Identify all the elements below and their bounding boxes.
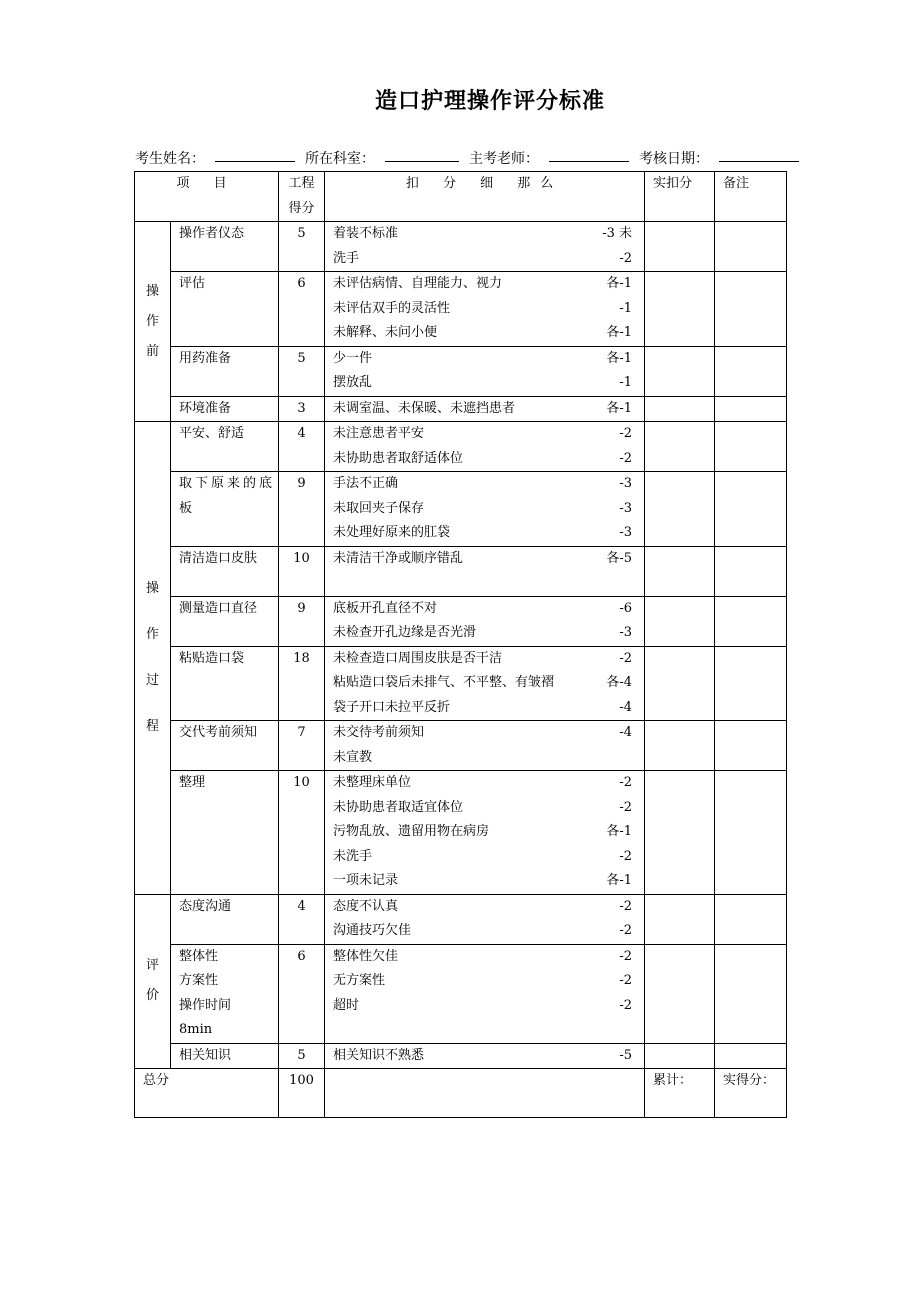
actual-deduction-cell[interactable]	[645, 272, 715, 347]
table-row	[135, 596, 787, 646]
deduction-line	[333, 895, 644, 920]
deduction-text: 一项未记录	[333, 873, 399, 888]
item-name: 8min	[179, 1022, 213, 1037]
item-score-cell	[279, 771, 325, 895]
deduction-line	[333, 547, 644, 572]
item-score: 18	[293, 650, 310, 666]
deduction-line	[333, 621, 644, 646]
header-row	[135, 172, 787, 222]
deduction-text: 着装不标准	[333, 226, 399, 241]
item-name: 板	[179, 500, 196, 516]
table-row	[135, 396, 787, 422]
deduction-line	[333, 1044, 644, 1069]
item-name-cell	[171, 771, 279, 895]
deduction-cell	[325, 396, 645, 422]
deduction-text: 污物乱放、遗留用物在病房	[333, 824, 490, 839]
deduction-line	[333, 321, 644, 346]
deduction-line	[333, 945, 644, 970]
deduction-text: 无方案性	[333, 973, 386, 988]
deduction-text: 未解释、未问小便	[333, 325, 438, 340]
deduction-points: -6	[619, 600, 633, 616]
scoring-table	[134, 171, 787, 1118]
item-name-cell	[171, 346, 279, 396]
deduction-text: 未检查造口周围皮肤是否干洁	[333, 650, 503, 666]
remark-cell[interactable]	[715, 721, 787, 771]
deduction-cell	[325, 1043, 645, 1069]
total-label-cell	[135, 1069, 279, 1118]
actual-deduction-cell[interactable]	[645, 646, 715, 721]
deduction-line	[333, 247, 644, 272]
item-name: 交代考前须知	[179, 725, 258, 740]
final-score-label: 实得分：	[723, 1073, 776, 1088]
deduction-line	[333, 796, 644, 821]
actual-deduction-cell[interactable]	[645, 396, 715, 422]
item-name-cell	[171, 596, 279, 646]
remark-cell[interactable]	[715, 346, 787, 396]
actual-deduction-cell[interactable]	[645, 944, 715, 1043]
item-name-cell	[171, 1043, 279, 1069]
item-name: 评估	[179, 276, 206, 291]
deduction-text: 相关知识不熟悉	[333, 1047, 425, 1063]
examinee-label: 考生姓名：	[135, 151, 205, 167]
item-score: 5	[297, 350, 306, 366]
actual-deduction-cell[interactable]	[645, 1043, 715, 1069]
item-name-cell	[171, 222, 279, 272]
deduction-text: 未清洁干净或顺序错乱	[333, 550, 464, 566]
cumulative-label: 累计：	[653, 1073, 693, 1088]
final-score-cell[interactable]	[715, 1069, 787, 1118]
item-score: 4	[297, 426, 306, 441]
deduction-points: -2	[619, 775, 633, 790]
deduction-line	[333, 994, 644, 1019]
deduction-line	[333, 845, 644, 870]
deduction-points: 各-1	[606, 824, 633, 839]
actual-deduction-cell[interactable]	[645, 546, 715, 596]
remark-cell[interactable]	[715, 894, 787, 944]
deduction-points: 各-1	[606, 350, 633, 366]
deduction-line	[333, 222, 644, 247]
item-name-cell	[171, 396, 279, 422]
deduction-line	[333, 472, 644, 497]
deduction-text: 超时	[333, 997, 360, 1013]
deduction-line	[333, 919, 644, 944]
actual-deduction-cell[interactable]	[645, 346, 715, 396]
item-name: 粘贴造口袋	[179, 650, 245, 666]
deduction-points: -2	[619, 898, 633, 914]
total-score: 100	[289, 1073, 314, 1088]
item-name-cell	[171, 272, 279, 347]
deduction-text: 未检查开孔边缘是否光滑	[333, 625, 477, 640]
item-score-cell	[279, 894, 325, 944]
total-row	[135, 1069, 787, 1118]
cumulative-cell[interactable]	[645, 1069, 715, 1118]
deduction-text: 袋子开口未拉平反折	[333, 699, 451, 715]
deduction-cell	[325, 721, 645, 771]
table-row	[135, 944, 787, 1043]
deduction-text: 未交待考前须知	[333, 725, 425, 740]
item-score-cell	[279, 396, 325, 422]
department-blank[interactable]	[385, 148, 459, 162]
header-remark: 备注	[715, 172, 787, 222]
table-row	[135, 1043, 787, 1069]
deduction-line	[333, 497, 644, 522]
deduction-points: -5	[619, 1047, 633, 1063]
item-score: 5	[297, 1047, 306, 1063]
deduction-line	[333, 696, 644, 721]
deduction-text: 态度不认真	[333, 898, 399, 914]
category-char: 作	[145, 313, 159, 329]
remark-cell[interactable]	[715, 646, 787, 721]
item-name: 操作时间	[179, 997, 232, 1013]
item-name: 相关知识	[179, 1047, 232, 1063]
table-row	[135, 771, 787, 895]
item-name-cell	[171, 894, 279, 944]
deduction-cell	[325, 222, 645, 272]
deduction-points: 各-4	[606, 675, 633, 690]
deduction-line	[333, 521, 644, 546]
deduction-points: -2	[619, 250, 633, 266]
deduction-text: 未取回夹子保存	[333, 500, 425, 516]
deduction-line	[333, 597, 644, 622]
item-score: 4	[297, 898, 306, 914]
item-score: 5	[297, 226, 306, 241]
deduction-points: -3	[619, 525, 633, 540]
item-name: 平安、舒适	[179, 426, 245, 441]
deduction-text: 未宣教	[333, 749, 373, 765]
item-name-cell	[171, 721, 279, 771]
deduction-points: -2	[619, 997, 633, 1013]
item-score-cell	[279, 422, 325, 472]
deduction-text: 摆放乱	[333, 375, 373, 390]
deduction-text: 少一件	[333, 350, 373, 366]
deduction-text: 沟通技巧欠佳	[333, 923, 412, 938]
deduction-points: -3	[619, 476, 633, 491]
item-name-cell	[171, 546, 279, 596]
item-score: 10	[293, 550, 310, 566]
category-cell	[135, 222, 171, 422]
item-name: 清洁造口皮肤	[179, 550, 258, 566]
deduction-text: 未协助患者取适宜体位	[333, 799, 464, 815]
item-name: 整体性	[179, 948, 219, 964]
deduction-text: 未整理床单位	[333, 775, 412, 790]
deduction-line	[333, 721, 644, 746]
deduction-points: 各-1	[606, 400, 633, 416]
item-score: 9	[297, 600, 306, 616]
item-score: 10	[293, 775, 310, 790]
category-cell	[135, 894, 171, 1069]
total-label: 总分	[143, 1073, 170, 1088]
deduction-points: -2	[619, 948, 633, 964]
actual-deduction-cell[interactable]	[645, 894, 715, 944]
item-score-cell	[279, 346, 325, 396]
deduction-text: 未评估双手的灵活性	[333, 300, 451, 316]
deduction-points: -2	[619, 923, 633, 938]
category-char: 价	[145, 988, 159, 1004]
item-score-cell	[279, 1043, 325, 1069]
deduction-cell	[325, 596, 645, 646]
deduction-text: 未注意患者平安	[333, 426, 425, 441]
remark-cell[interactable]	[715, 222, 787, 272]
item-score-cell	[279, 721, 325, 771]
table-row	[135, 546, 787, 596]
table-row	[135, 721, 787, 771]
deduction-cell	[325, 546, 645, 596]
deduction-line	[333, 422, 644, 447]
deduction-points: -1	[619, 300, 633, 316]
deduction-cell	[325, 646, 645, 721]
item-name-cell	[171, 944, 279, 1043]
deduction-cell	[325, 272, 645, 347]
category-char: 过	[145, 672, 159, 688]
item-score-cell	[279, 272, 325, 347]
header-actual: 实扣分	[645, 172, 715, 222]
deduction-text: 未处理好原来的肛袋	[333, 525, 451, 540]
deduction-points: -3 未	[602, 226, 633, 241]
item-name-cell	[171, 472, 279, 547]
deduction-points: -1	[619, 375, 633, 390]
deduction-text: 未调室温、未保暖、未遮挡患者	[333, 400, 516, 416]
table-row	[135, 894, 787, 944]
deduction-line	[333, 746, 644, 771]
header-score: 工程 得分	[279, 172, 325, 222]
header-item: 项 目	[135, 172, 279, 222]
deduction-points: -2	[619, 450, 633, 466]
date-label: 考核日期：	[639, 151, 709, 167]
item-score-cell	[279, 646, 325, 721]
item-name: 用药准备	[179, 350, 232, 366]
item-score-cell	[279, 546, 325, 596]
actual-deduction-cell[interactable]	[645, 721, 715, 771]
date-blank[interactable]	[719, 148, 799, 162]
deduction-line	[333, 571, 644, 596]
header-deduction: 扣 分 细 那么	[325, 172, 645, 222]
table-row	[135, 222, 787, 272]
remark-cell[interactable]	[715, 422, 787, 472]
item-name: 整理	[179, 775, 206, 790]
deduction-points: 各-1	[606, 873, 633, 888]
deduction-points: -2	[619, 799, 633, 815]
deduction-points: -4	[619, 725, 633, 740]
deduction-points: -3	[619, 500, 633, 516]
actual-deduction-cell[interactable]	[645, 771, 715, 895]
deduction-line	[333, 397, 644, 422]
deduction-line	[333, 869, 644, 894]
deduction-points: -2	[619, 848, 633, 864]
remark-cell[interactable]	[715, 771, 787, 895]
deduction-line	[333, 771, 644, 796]
deduction-text: 底板开孔直径不对	[333, 600, 438, 616]
category-char: 操	[145, 580, 159, 596]
category-char: 前	[145, 343, 159, 359]
deduction-points: -3	[619, 625, 633, 640]
remark-cell[interactable]	[715, 272, 787, 347]
actual-deduction-cell[interactable]	[645, 222, 715, 272]
deduction-text: 粘贴造口袋后未排气、不平整、有皱褶	[333, 675, 555, 690]
item-score: 7	[297, 725, 306, 740]
deduction-points: 各-1	[606, 325, 633, 340]
total-blank-cell[interactable]	[325, 1069, 645, 1118]
item-name: 操作者仪态	[179, 226, 245, 241]
deduction-line	[333, 347, 644, 372]
deduction-cell	[325, 944, 645, 1043]
item-score: 6	[297, 276, 306, 291]
item-score-cell	[279, 596, 325, 646]
category-cell	[135, 422, 171, 895]
remark-cell[interactable]	[715, 546, 787, 596]
deduction-points: -2	[619, 426, 633, 441]
remark-cell[interactable]	[715, 472, 787, 547]
item-name: 方案性	[179, 973, 219, 988]
item-name: 测量造口直径	[179, 600, 258, 616]
item-score: 6	[297, 948, 306, 964]
actual-deduction-cell[interactable]	[645, 422, 715, 472]
examinee-blank[interactable]	[215, 148, 295, 162]
category-char: 作	[145, 626, 159, 642]
item-name: 环境准备	[179, 400, 232, 416]
deduction-text: 未协助患者取舒适体位	[333, 450, 464, 466]
actual-deduction-cell[interactable]	[645, 596, 715, 646]
deduction-cell	[325, 422, 645, 472]
table-row	[135, 646, 787, 721]
deduction-line	[333, 447, 644, 472]
deduction-line	[333, 671, 644, 696]
deduction-line	[333, 297, 644, 322]
deduction-line	[333, 647, 644, 672]
category-char: 操	[145, 283, 159, 299]
table-row	[135, 272, 787, 347]
remark-cell[interactable]	[715, 1043, 787, 1069]
item-score-cell	[279, 944, 325, 1043]
deduction-points: -2	[619, 973, 633, 988]
category-char: 程	[145, 718, 159, 734]
deduction-cell	[325, 894, 645, 944]
deduction-text: 整体性欠佳	[333, 948, 399, 964]
deduction-line	[333, 969, 644, 994]
deduction-points: -2	[619, 650, 633, 666]
deduction-text: 未评估病情、自理能力、视力	[333, 276, 503, 291]
examiner-label: 主考老师：	[469, 151, 539, 167]
remark-cell[interactable]	[715, 944, 787, 1043]
deduction-points: 各-1	[606, 276, 633, 291]
category-char: 评	[145, 958, 159, 974]
deduction-line	[333, 272, 644, 297]
item-name: 取下原来的底	[179, 476, 276, 491]
item-name-cell	[171, 422, 279, 472]
deduction-line	[333, 371, 644, 396]
item-name-cell	[171, 646, 279, 721]
page-title: 造口护理操作评分标准	[374, 88, 605, 114]
deduction-line	[333, 820, 644, 845]
remark-cell[interactable]	[715, 396, 787, 422]
exam-info-line	[135, 148, 815, 168]
deduction-text: 手法不正确	[333, 476, 399, 491]
total-score-cell	[279, 1069, 325, 1118]
deduction-cell	[325, 472, 645, 547]
item-score-cell	[279, 472, 325, 547]
remark-cell[interactable]	[715, 596, 787, 646]
deduction-cell	[325, 346, 645, 396]
actual-deduction-cell[interactable]	[645, 472, 715, 547]
item-score: 3	[297, 400, 306, 416]
deduction-text: 未洗手	[333, 848, 373, 864]
table-row	[135, 346, 787, 396]
deduction-points: 各-5	[606, 550, 633, 566]
item-score: 9	[297, 476, 306, 491]
deduction-text: 洗手	[333, 250, 360, 266]
table-row	[135, 422, 787, 472]
examiner-blank[interactable]	[549, 148, 629, 162]
item-name: 态度沟通	[179, 898, 232, 914]
deduction-line	[333, 1018, 644, 1043]
deduction-points: -4	[619, 699, 633, 715]
table-row	[135, 472, 787, 547]
item-score-cell	[279, 222, 325, 272]
deduction-cell	[325, 771, 645, 895]
department-label: 所在科室：	[305, 151, 375, 167]
